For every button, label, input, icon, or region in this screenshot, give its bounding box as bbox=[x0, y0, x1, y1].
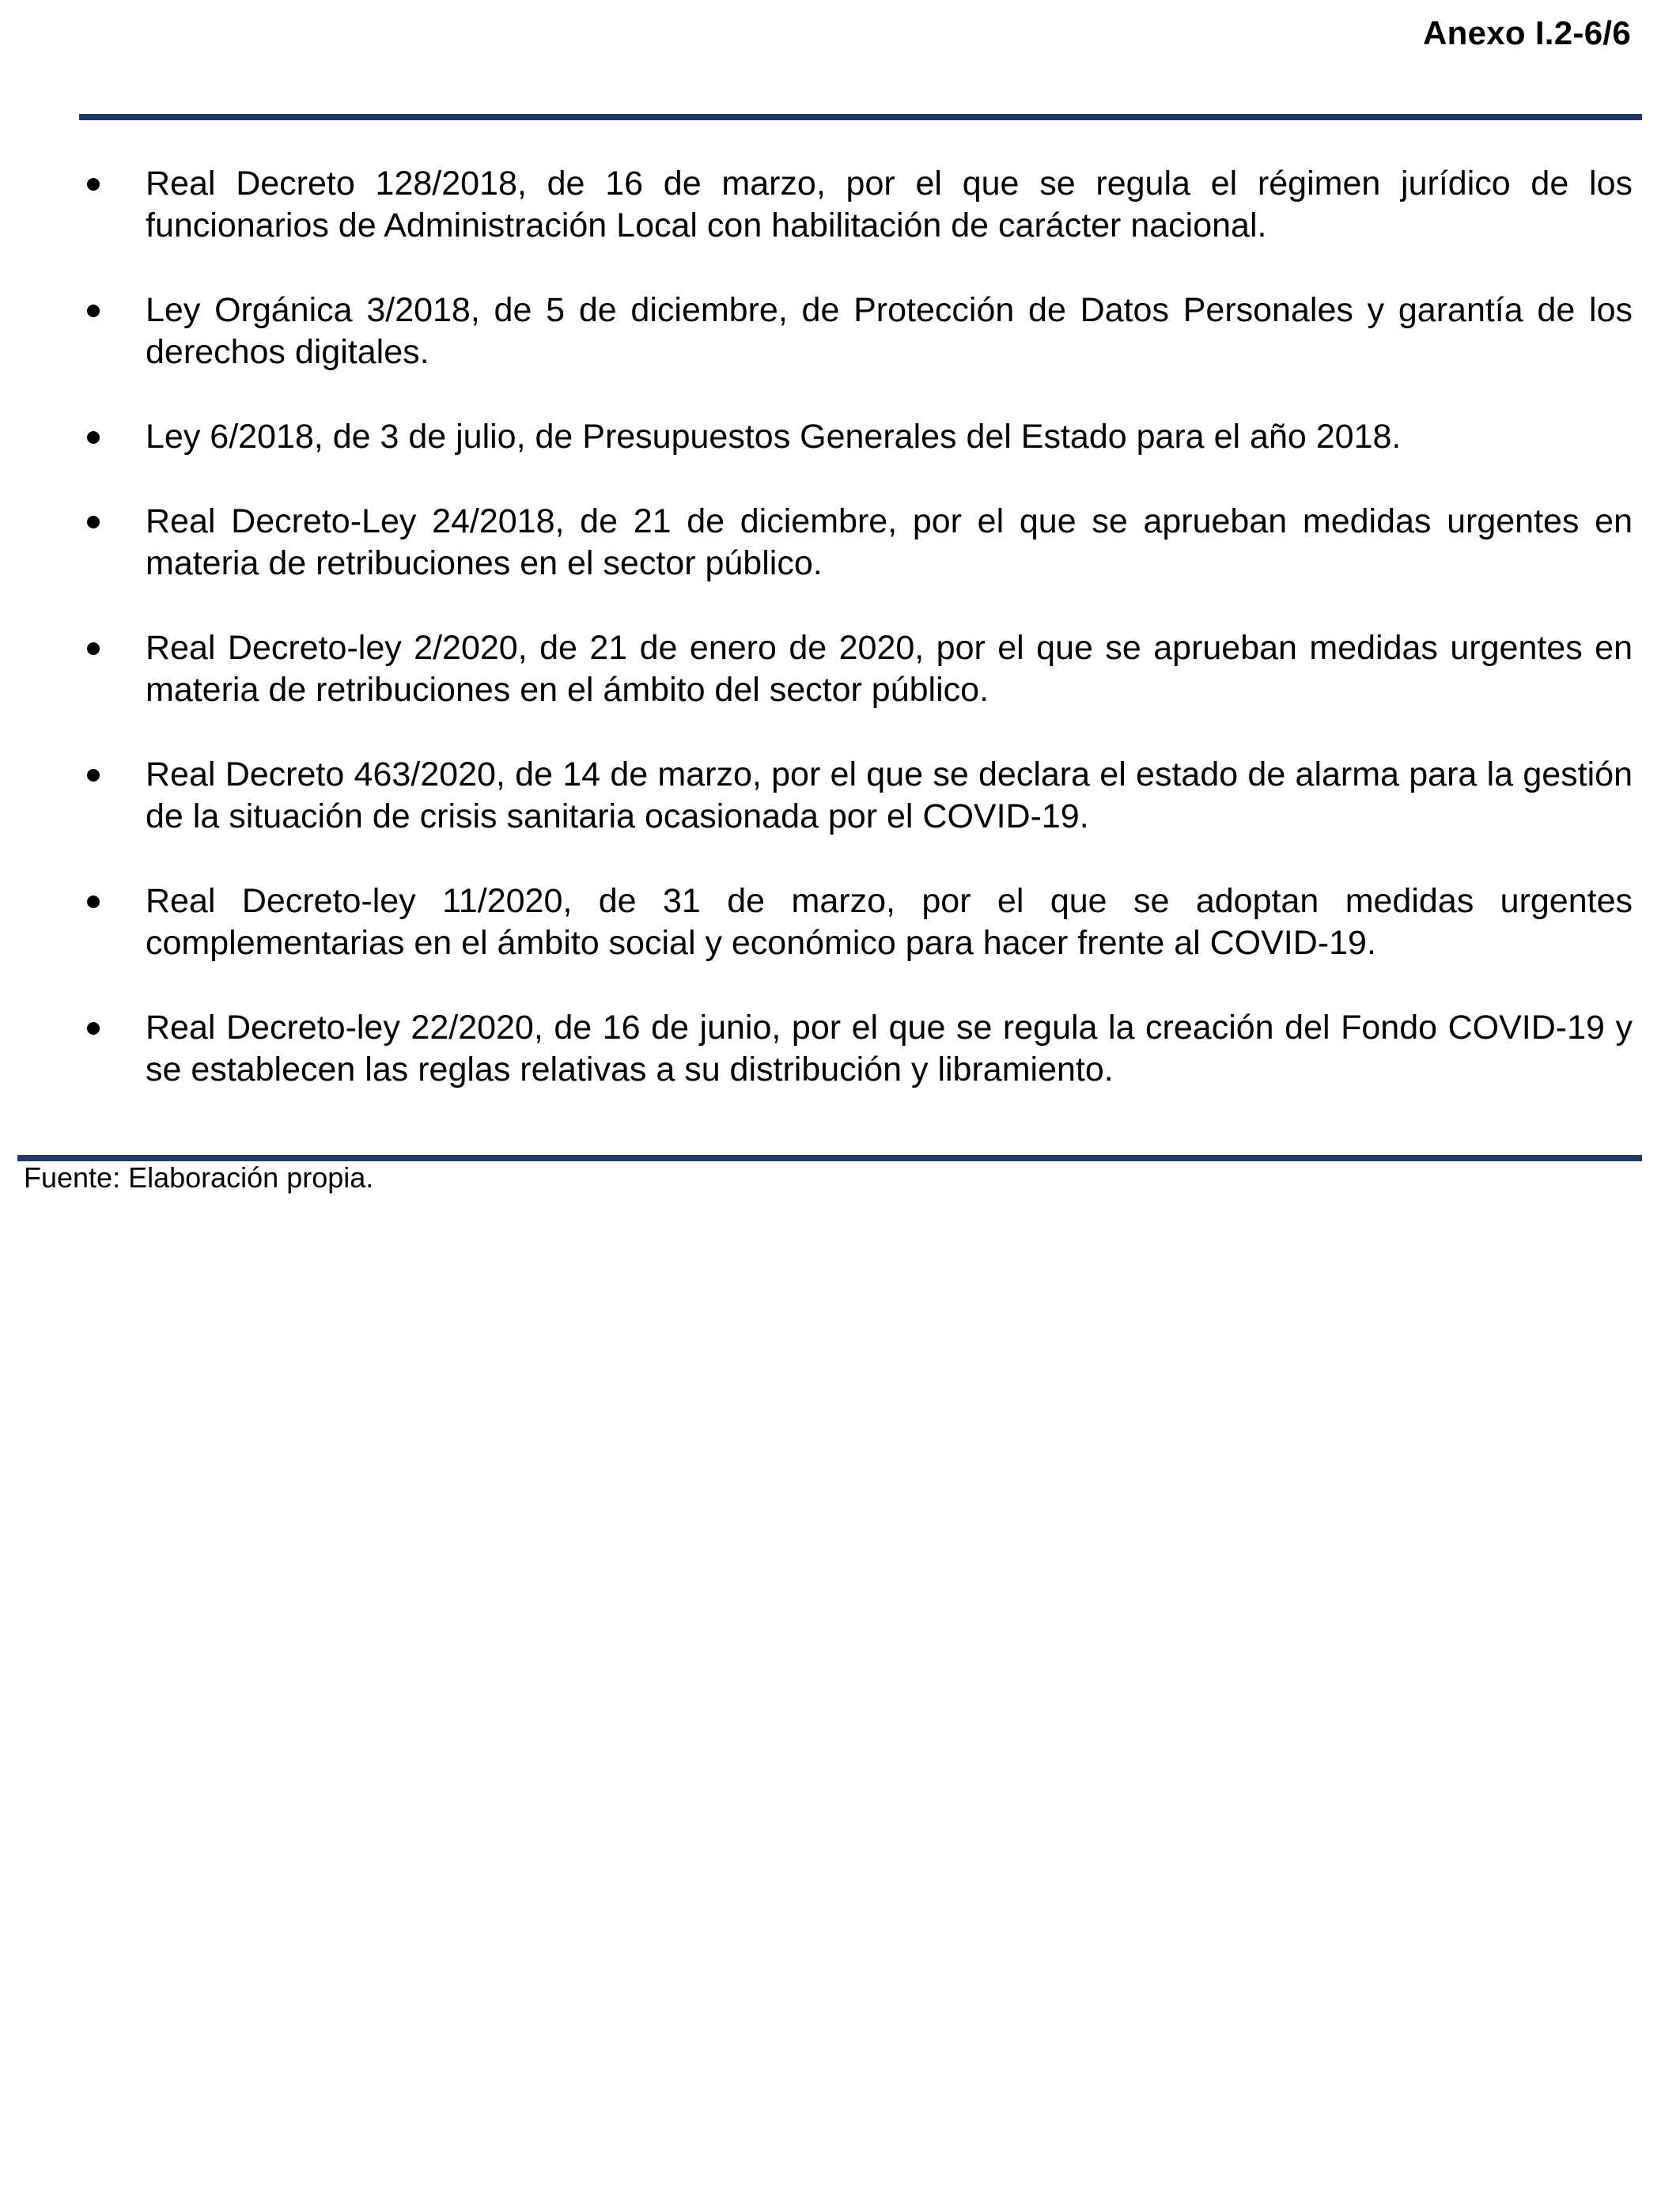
top-divider bbox=[79, 114, 1642, 120]
list-item-text: Ley Orgánica 3/2018, de 5 de diciembre, de Protección de Datos Personales y garantía de los derechos digitales. bbox=[146, 291, 1633, 371]
list-item bbox=[79, 501, 1633, 585]
source-note: Fuente: Elaboración propia. bbox=[24, 1161, 374, 1194]
bottom-divider bbox=[17, 1155, 1642, 1161]
list-item-text: Real Decreto 463/2020, de 14 de marzo, por el que se declara el estado de alarma para la gestión de la situación de crisis sanitaria ocasionada por el COVID-19. bbox=[146, 755, 1633, 835]
list-item bbox=[79, 290, 1633, 373]
list-item-text: Real Decreto-ley 2/2020, de 21 de enero de 2020, por el que se aprueban medidas urgentes en materia de retribuciones en el ámbito del sector público. bbox=[146, 629, 1633, 709]
list-item bbox=[79, 1007, 1633, 1091]
list-item bbox=[79, 163, 1633, 247]
list-item bbox=[79, 416, 1633, 458]
bullet-icon bbox=[87, 305, 100, 317]
list-item-text: Ley 6/2018, de 3 de julio, de Presupuestos Generales del Estado para el año 2018. bbox=[146, 418, 1402, 456]
list-item-text: Real Decreto-Ley 24/2018, de 21 de diciembre, por el que se aprueban medidas urgentes en materia de retribuciones en el sector público. bbox=[146, 502, 1633, 582]
list-item bbox=[79, 880, 1633, 964]
bullet-icon bbox=[87, 895, 100, 908]
annex-label: Anexo I.2-6/6 bbox=[1423, 14, 1631, 51]
bullet-icon bbox=[87, 178, 100, 191]
bullet-icon bbox=[87, 516, 100, 528]
bullet-icon bbox=[87, 642, 100, 655]
list-item-text: Real Decreto-ley 11/2020, de 31 de marzo, por el que se adoptan medidas urgentes complementarias en el ámbito social y económico para hacer frente al COVID-19. bbox=[146, 882, 1633, 962]
list-item-text: Real Decreto-ley 22/2020, de 16 de junio, por el que se regula la creación del Fondo COVID-19 y se establecen las reglas relativas a su distribución y libramiento. bbox=[146, 1009, 1633, 1089]
bullet-icon bbox=[87, 431, 100, 444]
legislation-list bbox=[79, 163, 1633, 1134]
list-item bbox=[79, 754, 1633, 838]
bullet-icon bbox=[87, 1022, 100, 1035]
list-item-text: Real Decreto 128/2018, de 16 de marzo, por el que se regula el régimen jurídico de los funcionarios de Administración Local con habilitación de carácter nacional. bbox=[146, 165, 1633, 244]
list-item bbox=[79, 627, 1633, 711]
bullet-icon bbox=[87, 769, 100, 782]
